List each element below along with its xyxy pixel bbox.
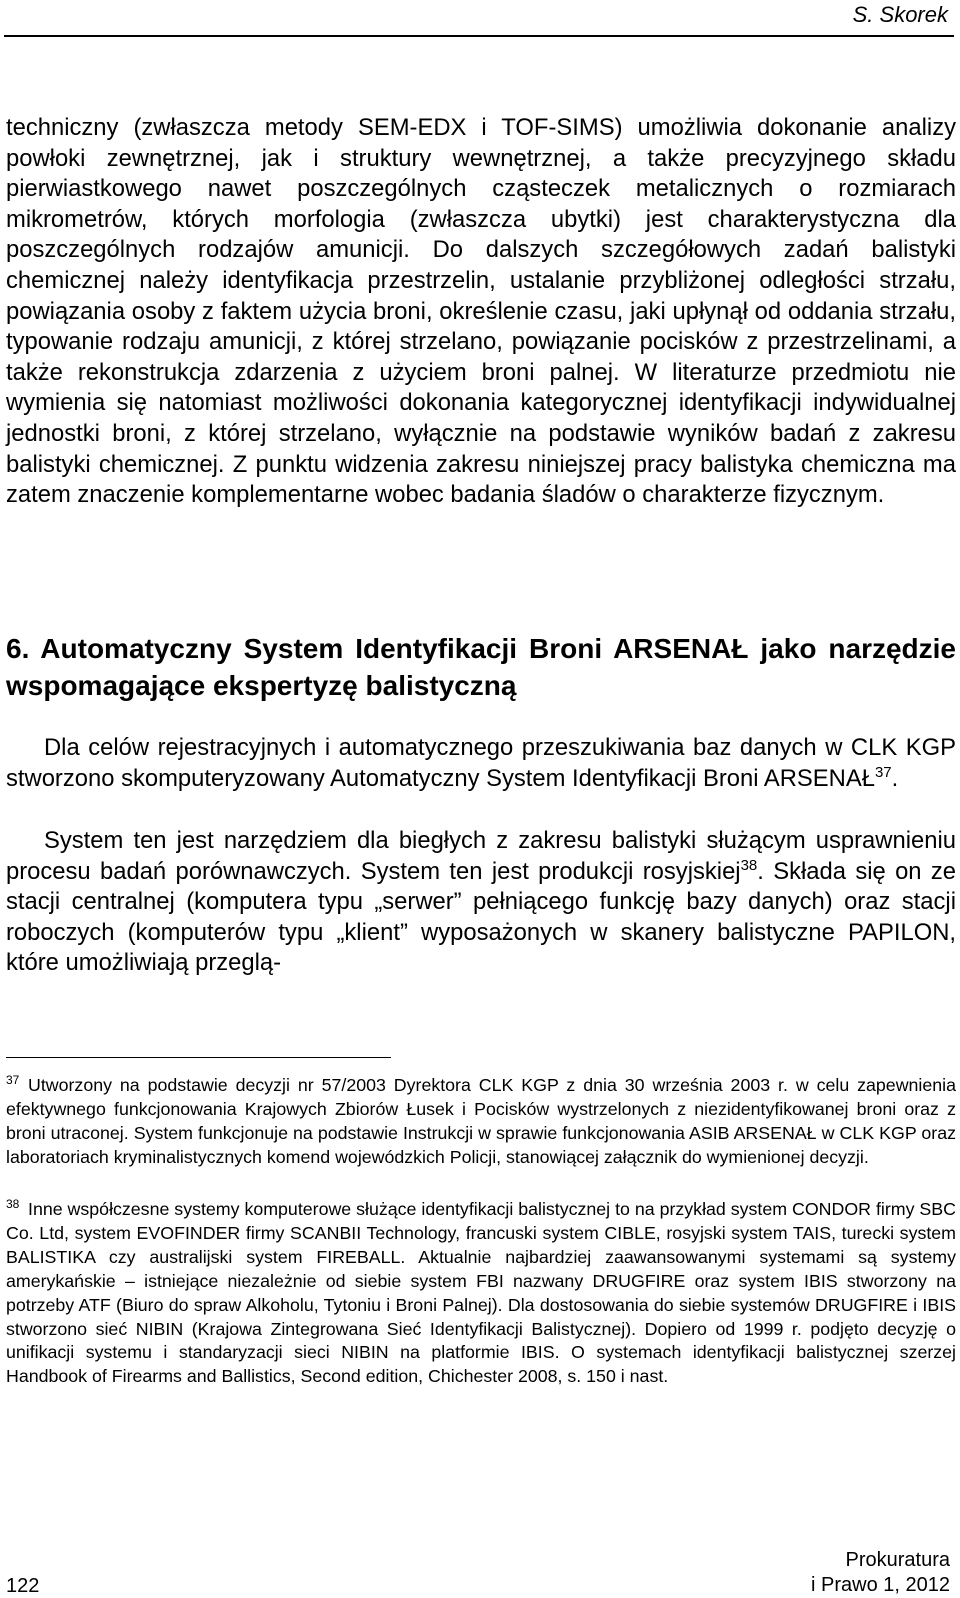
journal-issue: i Prawo 1, 2012	[811, 1574, 950, 1596]
paragraph-text: System ten jest narzędziem dla biegłych z zakresu balistyki służącym usprawnieniu procesu badań porównawczych. System ten jest produkcji rosyjskiej	[6, 827, 956, 885]
section-heading: 6. Automatyczny System Identyfikacji Broni ARSENAŁ jako narzędzie wspomagające ekspertyzę balistyczną	[6, 633, 956, 701]
footnote-separator	[6, 1057, 391, 1058]
header-rule	[4, 35, 954, 37]
paragraph-text-continued: . Składa się on ze stacji centralnej (komputera typu „serwer” pełniącego funkcję bazy danych) oraz stacji roboczych (komputerów typu „klient” wyposażonych w skanery balistyczne PAPILON, które umożliwiają przeglą-	[6, 857, 956, 977]
paragraph-text: Dla celów rejestracyjnych i automatycznego przeszukiwania baz danych w CLK KGP stworzono skomputeryzowany Automatyczny System Identyfikacji Broni ARSENAŁ	[6, 734, 956, 792]
running-header: S. Skorek	[852, 2, 948, 27]
footnote-reference[interactable]: 37	[874, 763, 892, 781]
body-paragraph-arsenal-intro	[6, 733, 956, 794]
body-paragraph: techniczny (zwłaszcza metody SEM-EDX i TOF-SIMS) umożliwia dokonanie analizy powłoki zewnętrznej, jak i struktury wewnętrznej, a także precyzyjnego składu pierwiastkowego nawet poszczególnych cząsteczek metalicznych o rozmiarach mikrometrów, których morfologia (zwłaszcza ubytki) jest charakterystyczna dla poszczególnych rodzajów amunicji. Do dalszych szczegółowych zadań balistyki chemicznej należy identyfikacja przestrzelin, ustalanie przybliżonej odległości strzału, powiązania osoby z faktem użycia broni, określenie czasu, jaki upłynął od oddania strzału, typowanie rodzaju amunicji, z której strzelano, powiązanie pocisków z przestrzelinami, a także rekonstrukcja zdarzenia z użyciem broni palnej. W literaturze przedmiotu nie wymienia się natomiast możliwości dokonania kategorycznej identyfikacji indywidualnej jednostki broni, z której strzelano, wyłącznie na podstawie wyników badań z zakresu balistyki chemicznej. Z punktu widzenia zakresu niniejszej pracy balistyka chemiczna ma zatem znaczenie komplementarne wobec badania śladów o charakterze fizycznym.	[6, 114, 956, 509]
footnote-38: 38 Inne współczesne systemy komputerowe służące identyfikacji balistycznej to na przykład system CONDOR firmy SBC Co. Ltd, system EVOFINDER firmy SCANBII Technology, francuski system CIBLE, rosyjski system TAIS, turecki system BALISTIKA czy australijski system FIREBALL. Aktualnie najbardziej zaawansowanymi systemami są systemy amerykańskie – istniejące niezależnie od siebie system FBI nazwany DRUGFIRE oraz system IBIS stworzony na potrzeby ATF (Biuro do spraw Alkoholu, Tytoniu i Broni Palnej). Dla dostosowania do siebie systemów DRUGFIRE i IBIS stworzono sieć NIBIN (Krajowa Zintegrowana Sieć Identyfikacji Balistycznej). Dopiero od 1999 r. podjęto decyzję o unifikacji systemu i standaryzacji sieci NIBIN na platformie IBIS. O systemach identyfikacji balistycznej szerzej Handbook of Firearms and Ballistics, Second edition, Chichester 2008, s. 150 i nast.	[6, 1197, 956, 1387]
footnote-reference[interactable]: 38	[740, 856, 758, 874]
journal-name	[811, 1548, 950, 1598]
footnote-37: 37 Utworzony na podstawie decyzji nr 57/2003 Dyrektora CLK KGP z dnia 30 września 2003 r. w celu zapewnienia efektywnego funkcjonowania Krajowych Zbiorów Łusek i Pocisków wystrzelonych z niezidentyfikowanej broni oraz z broni utraconej. System funkcjonuje na podstawie Instrukcji w sprawie funkcjonowania ASIB ARSENAŁ w CLK KGP oraz laboratoriach kryminalistycznych komend wojewódzkich Policji, stanowiącej załącznik do wymienionej decyzji.	[6, 1073, 956, 1167]
footnote-text: Utworzony na podstawie decyzji nr 57/2003 Dyrektora CLK KGP z dnia 30 września 2003 r. w celu zapewnienia efektywnego funkcjonowania Krajowych Zbiorów Łusek i Pocisków wystrzelonych z niezidentyfikowanej broni oraz z broni utraconej. System funkcjonuje na podstawie Instrukcji w sprawie funkcjonowania ASIB ARSENAŁ w CLK KGP oraz laboratoriach kryminalistycznych komend wojewódzkich Policji, stanowiącej załącznik do wymienionej decyzji.	[6, 1075, 956, 1167]
paragraph-text-end: .	[891, 764, 899, 792]
footnote-text: Inne współczesne systemy komputerowe służące identyfikacji balistycznej to na przykład system CONDOR firmy SBC Co. Ltd, system EVOFINDER firmy SCANBII Technology, francuski system CIBLE, rosyjski system TAIS, turecki system BALISTIKA czy australijski system FIREBALL. Aktualnie najbardziej zaawansowanymi systemami są systemy amerykańskie – istniejące niezależnie od siebie system FBI nazwany DRUGFIRE oraz system IBIS stworzony na potrzeby ATF (Biuro do spraw Alkoholu, Tytoniu i Broni Palnej). Dla dostosowania do siebie systemów DRUGFIRE i IBIS stworzono sieć NIBIN (Krajowa Zintegrowana Sieć Identyfikacji Balistycznej). Dopiero od 1999 r. podjęto decyzję o unifikacji systemu i standaryzacji sieci NIBIN na platformie IBIS. O systemach identyfikacji balistycznej szerzej Handbook of Firearms and Ballistics, Second edition, Chichester 2008, s. 150 i nast.	[6, 1199, 956, 1387]
journal-title: Prokuratura	[845, 1549, 950, 1571]
page-number: 122	[6, 1575, 40, 1597]
body-paragraph-system-description	[6, 826, 956, 979]
